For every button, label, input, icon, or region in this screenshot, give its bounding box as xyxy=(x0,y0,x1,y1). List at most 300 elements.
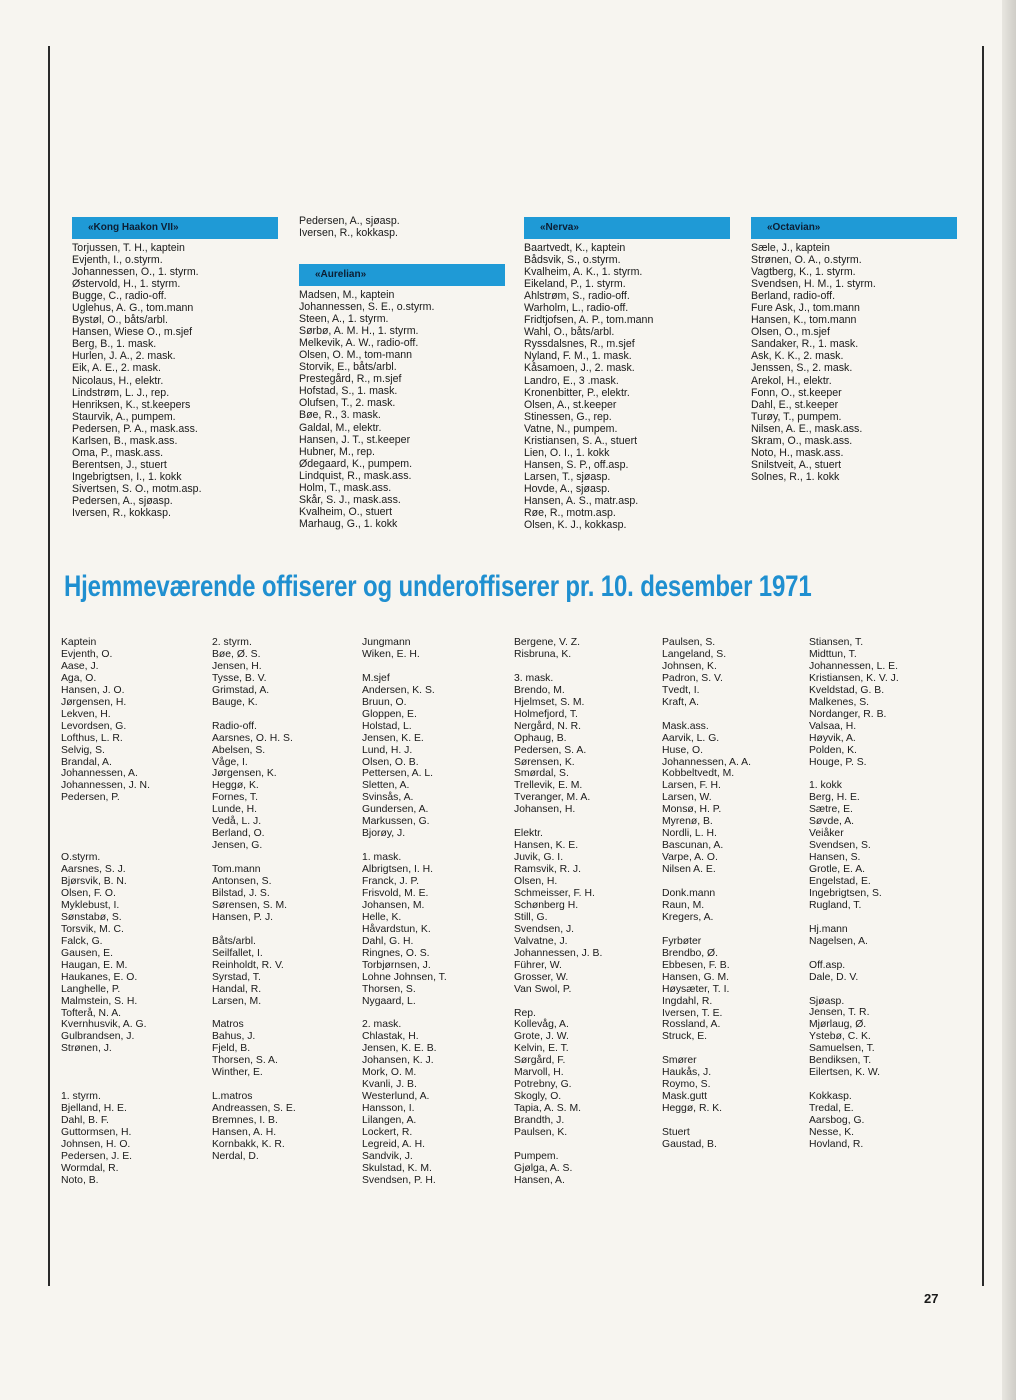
person-name: Fornes, T. xyxy=(212,792,259,804)
person-name: Dahl, G. H. xyxy=(362,935,414,947)
page-title: Hjemmeværende offiserer og underoffiserer pr. 10. desember 1971 xyxy=(64,570,812,603)
person-name: Aase, J. xyxy=(61,660,99,672)
person-name: Paulsen, S. xyxy=(662,637,716,648)
person-name: Markussen, G. xyxy=(362,816,430,828)
crew-member: Wahl, O., båts/arbl. xyxy=(524,326,615,339)
crew-member: Melkevik, A. W., radio-off. xyxy=(299,337,419,350)
name-list xyxy=(212,649,352,709)
name-list xyxy=(514,637,654,661)
rank-group xyxy=(362,637,502,661)
name-list xyxy=(61,1103,201,1187)
crew-member: Holm, T., mask.ass. xyxy=(299,481,392,494)
person-name: Veiåker xyxy=(809,828,844,840)
person-name: Rugland, T. xyxy=(809,899,862,911)
name-list xyxy=(362,864,502,1007)
person-name: Berland, O. xyxy=(212,828,265,840)
name-list xyxy=(514,1019,654,1139)
rank-group xyxy=(662,1091,802,1115)
person-name: Sætre, E. xyxy=(809,804,853,816)
crew-member: Olsen, O., m.sjef xyxy=(751,326,830,339)
person-name: Strønen, J. xyxy=(61,1043,112,1055)
person-name: Guttormsen, H. xyxy=(61,1127,132,1139)
rank-title: Fyrbøter xyxy=(662,935,702,947)
name-list xyxy=(514,840,654,995)
person-name: Iversen, T. E. xyxy=(662,1007,723,1019)
name-list xyxy=(212,948,352,1008)
rank-title: M.sjef xyxy=(362,672,390,684)
page-number: 27 xyxy=(924,1291,939,1306)
person-name: Gaustad, B. xyxy=(662,1138,717,1150)
person-name: Huse, O. xyxy=(662,744,703,756)
person-name: Grote, J. W. xyxy=(514,1031,569,1043)
crew-member: Karlsen, B., mask.ass. xyxy=(72,434,178,447)
crew-member: Hurlen, J. A., 2. mask. xyxy=(72,350,176,363)
rank-group xyxy=(662,936,802,1044)
person-name: Lofthus, L. R. xyxy=(61,732,123,744)
person-name: Nilsen A. E. xyxy=(662,864,716,876)
rank-group xyxy=(809,1091,949,1151)
crew-member: Sivertsen, S. O., motm.asp. xyxy=(72,482,202,495)
crew-member: Svendsen, H. M., 1. styrm. xyxy=(751,278,876,291)
rank-group xyxy=(662,888,802,924)
person-name: Paulsen, K. xyxy=(514,1127,568,1139)
person-name: Hansen, K. E. xyxy=(514,840,579,852)
crew-member: Galdal, M., elektr. xyxy=(299,421,382,434)
crew-member: Warholm, L., radio-off. xyxy=(524,302,629,315)
crew-member: Fonn, O., st.keeper xyxy=(751,386,842,399)
person-name: Johnsen, H. O. xyxy=(61,1139,131,1150)
rank-title: Hj.mann xyxy=(809,923,848,935)
person-name: Sandvik, J. xyxy=(362,1150,413,1162)
rank-title: 1. mask. xyxy=(362,852,402,864)
name-list xyxy=(809,972,949,984)
person-name: Bruun, O. xyxy=(362,696,407,708)
crew-member: Hofstad, S., 1. mask. xyxy=(299,385,398,398)
crew-member: Jenssen, S., 2. mask. xyxy=(751,362,853,375)
person-name: Sørensen, K. xyxy=(514,756,575,768)
rank-title: Stuert xyxy=(662,1127,690,1138)
rank-group xyxy=(61,637,201,804)
rank-column-5 xyxy=(662,637,802,1151)
crew-member: Hansen, A. S., matr.asp. xyxy=(524,494,639,507)
person-name: Kregers, A. xyxy=(662,911,714,923)
person-name: Olsen, O. B. xyxy=(362,756,419,768)
person-name: Sørgård, F. xyxy=(514,1055,566,1067)
person-name: Kornbakk, K. R. xyxy=(212,1138,285,1150)
crew-member: Arekol, H., elektr. xyxy=(751,374,832,387)
person-name: Nagelsen, A. xyxy=(809,935,868,947)
person-name: Sørensen, S. M. xyxy=(212,899,288,911)
crew-member: Kronenbitter, P., elektr. xyxy=(524,386,630,399)
crew-member: Solnes, R., 1. kokk xyxy=(751,470,840,483)
person-name: Johansen, M. xyxy=(362,899,425,911)
crew-member: Eikeland, P., 1. styrm. xyxy=(524,278,626,291)
person-name: Jensen, K. E. xyxy=(362,732,424,744)
name-list xyxy=(809,936,949,948)
person-name: Hovland, R. xyxy=(809,1138,864,1150)
person-name: Sønstabø, S. xyxy=(61,911,122,923)
person-name: Grotle, E. A. xyxy=(809,864,866,876)
person-name: Potrebny, G. xyxy=(514,1079,572,1091)
ship-header: «Aurelian» xyxy=(299,264,505,286)
rank-group xyxy=(662,1055,802,1091)
rank-group xyxy=(362,1019,502,1186)
crew-member: Olufsen, T., 2. mask. xyxy=(299,397,396,410)
crew-member: Pedersen, A., sjøasp. xyxy=(299,215,400,227)
person-name: Kobbeltvedt, M. xyxy=(662,768,735,780)
person-name: Mork, O. M. xyxy=(362,1067,417,1079)
person-name: Gulbrandsen, J. xyxy=(61,1031,135,1043)
crew-list xyxy=(299,215,499,239)
crew-member: Sandaker, R., 1. mask. xyxy=(751,338,859,351)
person-name: Sletten, A. xyxy=(362,780,410,792)
person-name: Berg, H. E. xyxy=(809,792,860,804)
ship-kong-haakon xyxy=(72,217,272,519)
person-name: Kollevåg, A. xyxy=(514,1019,569,1031)
person-name: Kveldstad, G. B. xyxy=(809,684,885,696)
crew-member: Berg, B., 1. mask. xyxy=(72,338,157,351)
person-name: Torbjørnsen, J. xyxy=(362,959,431,971)
crew-member: Sørbø, A. M. H., 1. styrm. xyxy=(299,325,419,338)
person-name: Midttun, T. xyxy=(809,648,857,660)
person-name: Aarsnes, S. J. xyxy=(61,864,126,876)
rank-group xyxy=(61,852,201,1055)
person-name: Vedå, L. J. xyxy=(212,816,262,828)
crew-list xyxy=(299,289,499,530)
crew-member: Olsen, O. M., tom-mann xyxy=(299,349,413,362)
person-name: Jensen, K. E. B. xyxy=(362,1043,437,1055)
rank-title: Elektr. xyxy=(514,828,543,840)
rank-title: Matros xyxy=(212,1019,244,1031)
person-name: Brandal, A. xyxy=(61,756,112,768)
person-name: Syrstad, T. xyxy=(212,971,261,983)
name-list xyxy=(662,1067,802,1091)
crew-member: Stinessen, G., rep. xyxy=(524,410,612,423)
person-name: Bjelland, H. E. xyxy=(61,1103,127,1115)
rank-title: Mask.gutt xyxy=(662,1091,708,1103)
person-name: Ebbesen, F. B. xyxy=(662,959,730,971)
crew-member: Dahl, E., st.keeper xyxy=(751,398,839,411)
person-name: Grosser, W. xyxy=(514,971,569,983)
crew-member: Ask, K. K., 2. mask. xyxy=(751,350,844,363)
person-name: Aarsbog, G. xyxy=(809,1115,865,1127)
rank-group xyxy=(212,1019,352,1079)
rank-title: Sjøasp. xyxy=(809,995,845,1007)
rank-title: O.styrm. xyxy=(61,852,101,864)
rank-group xyxy=(809,996,949,1080)
person-name: Heggø, R. K. xyxy=(662,1103,723,1115)
person-name: Samuelsen, T. xyxy=(809,1043,875,1055)
person-name: Bahus, J. xyxy=(212,1031,256,1043)
crew-member: Lindquist, R., mask.ass. xyxy=(299,469,412,482)
ship-nerva xyxy=(524,217,724,531)
rank-column-6 xyxy=(809,637,949,1151)
rank-group xyxy=(362,673,502,840)
person-name: Roymo, S. xyxy=(662,1079,711,1091)
rank-title: Donk.mann xyxy=(662,887,716,899)
person-name: Smørdal, S. xyxy=(514,768,569,780)
rank-title: 2. styrm. xyxy=(212,637,252,648)
person-name: Bendiksen, T. xyxy=(809,1055,872,1067)
person-name: Still, G. xyxy=(514,911,548,923)
crew-member: Fure Ask, J., tom.mann xyxy=(751,302,860,315)
person-name: Brendo, M. xyxy=(514,684,565,696)
ship-continuation xyxy=(299,215,499,239)
person-name: Ophaug, B. xyxy=(514,732,567,744)
crew-member: Staurvik, A., pumpem. xyxy=(72,410,176,423)
person-name: Wiken, E. H. xyxy=(362,648,420,660)
crew-member: Fridtjofsen, A. P., tom.mann xyxy=(524,314,654,327)
person-name: Bauge, K. xyxy=(212,696,258,708)
crew-member: Sæle, J., kaptein xyxy=(751,242,830,254)
crew-member: Ødegaard, K., pumpem. xyxy=(299,457,413,470)
page-edge xyxy=(1002,0,1016,1400)
rank-title: Radio-off. xyxy=(212,720,257,732)
crew-member: Bystøl, O., båts/arbl. xyxy=(72,314,168,327)
person-name: Svendsen, J. xyxy=(514,923,575,935)
person-name: Engelstad, E. xyxy=(809,876,871,888)
crew-member: Eik, A. E., 2. mask. xyxy=(72,362,161,375)
name-list xyxy=(809,637,949,768)
rank-title: 1. kokk xyxy=(809,780,842,792)
rank-group xyxy=(514,1151,654,1187)
person-name: Lunde, H. xyxy=(212,804,258,816)
rank-title: Smører xyxy=(662,1055,697,1067)
person-name: Aga, O. xyxy=(61,672,97,684)
crew-member: Berentsen, J., stuert xyxy=(72,458,167,471)
crew-member: Kåsamoen, J., 2. mask. xyxy=(524,362,635,375)
person-name: Johannessen, A. xyxy=(61,768,138,780)
person-name: Ingdahl, R. xyxy=(662,995,713,1007)
person-name: Johannessen, J. N. xyxy=(61,780,150,792)
crew-member: Strønen, O. A., o.styrm. xyxy=(751,254,862,267)
person-name: Kvanli, J. B. xyxy=(362,1079,417,1091)
rank-title: 3. mask. xyxy=(514,672,554,684)
person-name: Høyvik, A. xyxy=(809,732,856,744)
person-name: Monsø, H. P. xyxy=(662,804,722,816)
crew-member: Olsen, A., st.keeper xyxy=(524,398,617,411)
crew-member: Iversen, R., kokkasp. xyxy=(299,227,398,240)
person-name: Tveranger, M. A. xyxy=(514,792,591,804)
crew-member: Hansen, K., tom.mann xyxy=(751,314,857,327)
person-name: Nergård, N. R. xyxy=(514,720,581,732)
person-name: Hansen, G. M. xyxy=(662,971,729,983)
person-name: Handal, R. xyxy=(212,983,262,995)
rank-title: Pumpem. xyxy=(514,1150,559,1162)
person-name: Lockert, R. xyxy=(362,1127,413,1139)
person-name: Haukås, J. xyxy=(662,1067,712,1079)
person-name: Kelvin, E. T. xyxy=(514,1043,569,1055)
person-name: Pettersen, A. L. xyxy=(362,768,434,780)
person-name: Høysæter, T. I. xyxy=(662,983,730,995)
person-name: Thorsen, S. xyxy=(362,983,416,995)
person-name: Nordli, L. H. xyxy=(662,828,717,840)
person-name: Raun, M. xyxy=(662,899,705,911)
rank-group xyxy=(662,637,802,709)
crew-member: Torjussen, T. H., kaptein xyxy=(72,242,185,254)
right-rule xyxy=(982,46,984,1286)
person-name: Dahl, B. F. xyxy=(61,1115,109,1127)
person-name: Bjorøy, J. xyxy=(362,828,406,840)
person-name: Svendsen, S. xyxy=(809,840,871,852)
name-list xyxy=(662,637,802,709)
crew-member: Nilsen, A. E., mask.ass. xyxy=(751,422,863,435)
person-name: Helle, K. xyxy=(362,911,402,923)
rank-title: Tom.mann xyxy=(212,864,261,876)
person-name: Westerlund, A. xyxy=(362,1091,430,1103)
crew-member: Turøy, T., pumpem. xyxy=(751,410,842,423)
rank-group xyxy=(809,780,949,911)
person-name: Thorsen, S. A. xyxy=(212,1055,278,1067)
person-name: Våge, I. xyxy=(212,756,248,768)
crew-member: Baartvedt, K., kaptein xyxy=(524,242,626,254)
person-name: Kvernhusvik, A. G. xyxy=(61,1019,147,1031)
person-name: Andersen, K. S. xyxy=(362,684,435,696)
rank-title: Rep. xyxy=(514,1007,536,1019)
person-name: Tredal, E. xyxy=(809,1103,854,1115)
person-name: Nesse, K. xyxy=(809,1127,855,1138)
person-name: Ingebrigtsen, S. xyxy=(809,888,882,899)
person-name: Skogly, O. xyxy=(514,1091,562,1103)
crew-member: Vatne, N., pumpem. xyxy=(524,422,618,435)
person-name: Jørgensen, H. xyxy=(61,696,127,708)
rank-title: Jungmann xyxy=(362,637,411,648)
person-name: Aarvik, L. G. xyxy=(662,732,720,744)
person-name: Hansen, A. xyxy=(514,1174,565,1186)
person-name: Risbruna, K. xyxy=(514,648,572,660)
person-name: Johansen, H. xyxy=(514,804,576,816)
person-name: Olsen, H. xyxy=(514,876,558,888)
person-name: Bjørsvik, B. N. xyxy=(61,876,127,888)
person-name: Aarsnes, O. H. S. xyxy=(212,732,293,744)
ship-header: «Kong Haakon VII» xyxy=(72,217,278,239)
ship-header: «Octavian» xyxy=(751,217,957,239)
person-name: Haukanes, E. O. xyxy=(61,971,138,983)
person-name: Tysse, B. V. xyxy=(212,672,267,684)
crew-member: Larsen, T., sjøasp. xyxy=(524,470,611,483)
crew-member: Lindstrøm, L. J., rep. xyxy=(72,386,170,399)
person-name: Padron, S. V. xyxy=(662,672,723,684)
person-name: Holmefjord, T. xyxy=(514,708,578,720)
person-name: Nordanger, R. B. xyxy=(809,708,887,720)
person-name: Holstad, L. xyxy=(362,720,412,732)
person-name: Valvatne, J. xyxy=(514,935,568,947)
person-name: Bremnes, I. B. xyxy=(212,1115,278,1127)
person-name: Lund, H. J. xyxy=(362,744,413,756)
crew-member: Kvalheim, A. K., 1. styrm. xyxy=(524,266,643,279)
person-name: Mjørlaug, Ø. xyxy=(809,1019,867,1031)
crew-member: Prestegård, R., m.sjef xyxy=(299,373,402,386)
person-name: Svinsås, A. xyxy=(362,792,414,804)
person-name: Varpe, A. O. xyxy=(662,852,718,864)
person-name: Malkenes, S. xyxy=(809,696,870,708)
person-name: Søvde, A. xyxy=(809,816,855,828)
person-name: Selvig, S. xyxy=(61,744,105,756)
name-list xyxy=(662,1103,802,1115)
person-name: Hansen, S. xyxy=(809,852,861,864)
person-name: Grimstad, A. xyxy=(212,684,270,696)
person-name: Wormdal, R. xyxy=(61,1162,119,1174)
rank-group xyxy=(809,637,949,768)
crew-member: Madsen, M., kaptein xyxy=(299,289,395,301)
person-name: Svendsen, P. H. xyxy=(362,1174,436,1186)
person-name: Gausen, E. xyxy=(61,947,113,959)
name-list xyxy=(662,900,802,924)
person-name: Hansen, J. O. xyxy=(61,684,125,696)
person-name: Kristiansen, K. V. J. xyxy=(809,672,899,684)
person-name: Malmstein, S. H. xyxy=(61,995,138,1007)
person-name: Larsen, F. H. xyxy=(662,780,721,792)
name-list xyxy=(362,1031,502,1186)
rank-group xyxy=(662,1127,802,1151)
person-name: Johannessen, J. B. xyxy=(514,947,603,959)
crew-member: Vagtberg, K., 1. styrm. xyxy=(751,266,856,279)
person-name: Albrigtsen, I. H. xyxy=(362,864,434,876)
crew-member: Pedersen, A., sjøasp. xyxy=(72,494,173,507)
person-name: Jensen, T. R. xyxy=(809,1007,870,1019)
person-name: Ystebø, C. K. xyxy=(809,1031,871,1043)
crew-member: Pedersen, P. A., mask.ass. xyxy=(72,422,198,435)
rank-column-2 xyxy=(212,637,352,1163)
rank-column-1 xyxy=(61,637,201,1187)
crew-list xyxy=(524,242,724,531)
person-name: Haugan, E. M. xyxy=(61,959,128,971)
crew-member: Olsen, K. J., kokkasp. xyxy=(524,519,627,532)
rank-group xyxy=(514,828,654,995)
person-name: Dale, D. V. xyxy=(809,971,859,983)
person-name: Langhelle, P. xyxy=(61,983,121,995)
person-name: Jensen, H. xyxy=(212,660,262,672)
rank-title: Båts/arbl. xyxy=(212,935,256,947)
person-name: Brendbo, Ø. xyxy=(662,947,719,959)
crew-member: Uglehus, A. G., tom.mann xyxy=(72,302,194,315)
person-name: Lohne Johnsen, T. xyxy=(362,971,447,983)
rank-group xyxy=(212,864,352,924)
rank-column-3 xyxy=(362,637,502,1187)
person-name: Larsen, W. xyxy=(662,792,712,804)
name-list xyxy=(662,948,802,1044)
person-name: Führer, W. xyxy=(514,959,562,971)
person-name: Antonsen, S. xyxy=(212,876,272,888)
person-name: Bøe, Ø. S. xyxy=(212,648,261,660)
person-name: Håvardstun, K. xyxy=(362,923,431,935)
person-name: Reinholdt, R. V. xyxy=(212,959,284,971)
person-name: Hjelmset, S. M. xyxy=(514,696,585,708)
person-name: Trellevik, E. M. xyxy=(514,780,583,792)
person-name: Pedersen, P. xyxy=(61,792,120,804)
person-name: Hansen, P. J. xyxy=(212,911,274,923)
rank-group xyxy=(514,673,654,816)
person-name: Evjenth, O. xyxy=(61,648,113,660)
name-list xyxy=(662,1139,802,1151)
person-name: Nerdal, D. xyxy=(212,1150,259,1162)
crew-member: Lien, O. I., 1. kokk xyxy=(524,446,610,459)
rank-column-4 xyxy=(514,637,654,1187)
crew-member: Henriksen, K., st.keepers xyxy=(72,398,191,411)
person-name: Andreassen, S. E. xyxy=(212,1103,296,1115)
crew-member: Røe, R., motm.asp. xyxy=(524,507,616,520)
person-name: Langeland, S. xyxy=(662,648,727,660)
rank-group xyxy=(514,1008,654,1139)
person-name: Winther, E. xyxy=(212,1067,263,1079)
name-list xyxy=(809,1007,949,1079)
name-list xyxy=(212,1103,352,1163)
person-name: Hansson, I. xyxy=(362,1103,415,1115)
person-name: Larsen, M. xyxy=(212,995,262,1007)
person-name: Tapia, A. S. M. xyxy=(514,1103,581,1115)
rank-title: Off.asp. xyxy=(809,959,846,971)
crew-member: Hubner, M., rep. xyxy=(299,445,375,458)
